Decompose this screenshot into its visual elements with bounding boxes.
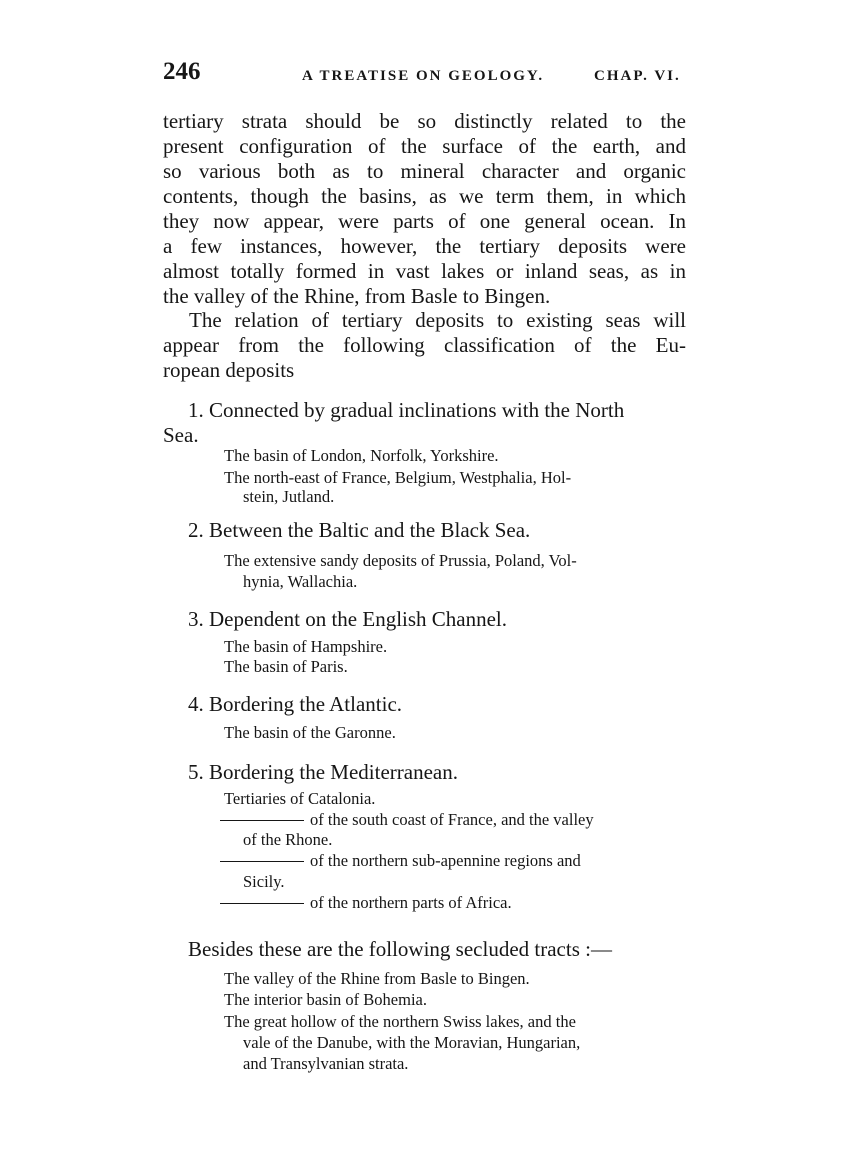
sub-entry: The basin of Hampshire. (224, 637, 388, 656)
chapter-label: CHAP. VI. (594, 68, 681, 84)
text-line: present configuration of the surface of the earth, and (163, 134, 686, 158)
text-line: so various both as to mineral character and organic (163, 159, 686, 183)
sub-entry: The basin of the Garonne. (224, 723, 396, 742)
sub-entry: The great hollow of the northern Swiss lakes, and the (224, 1012, 576, 1031)
sub-entry-ditto: of the south coast of France, and the valley (220, 809, 594, 830)
sub-entry: The interior basin of Bohemia. (224, 990, 427, 1009)
paragraph-continuation (163, 109, 686, 309)
text-line: contents, though the basins, as we term them, in which (163, 184, 686, 208)
text-line: ropean deposits (163, 358, 295, 382)
sub-entry: The valley of the Rhine from Basle to Bingen. (224, 969, 530, 988)
list-item-heading: 5. Bordering the Mediterranean. (188, 760, 458, 784)
sub-entry: The basin of Paris. (224, 657, 348, 676)
ditto-rule (220, 861, 304, 862)
ditto-rule (220, 820, 304, 821)
text-line: tertiary strata should be so distinctly related to the (163, 109, 686, 133)
sub-entry-ditto: of the northern parts of Africa. (220, 892, 512, 913)
text-line: almost totally formed in vast lakes or inland seas, as in (163, 259, 686, 283)
list-item-heading: 3. Dependent on the English Channel. (188, 607, 508, 631)
sub-entry: The basin of London, Norfolk, Yorkshire. (224, 446, 499, 465)
ditto-rule (220, 903, 304, 904)
sub-entry: Tertiaries of Catalonia. (224, 789, 376, 808)
sub-entry: of the Rhone. (243, 830, 333, 849)
sub-entry: hynia, Wallachia. (243, 572, 358, 591)
list-item-heading-continuation: Sea. (163, 423, 199, 447)
text-line: appear from the following classification of the Eu- (163, 333, 686, 357)
text-line: The relation of tertiary deposits to existing seas will (189, 308, 686, 332)
running-title: A TREATISE ON GEOLOGY. (302, 68, 545, 84)
text-line: they now appear, were parts of one general ocean. In (163, 209, 686, 233)
page-number: 246 (163, 58, 201, 85)
section-heading: Besides these are the following secluded tracts :— (188, 937, 612, 961)
sub-entry: The north-east of France, Belgium, Westphalia, Hol- (224, 468, 572, 487)
text-line: a few instances, however, the tertiary deposits were (163, 234, 686, 258)
list-item-heading: 1. Connected by gradual inclinations with the North (188, 398, 625, 422)
sub-entry: Sicily. (243, 872, 285, 891)
sub-entry-ditto: of the northern sub-apennine regions and (220, 850, 581, 871)
list-item-heading: 4. Bordering the Atlantic. (188, 692, 403, 716)
sub-entry: The extensive sandy deposits of Prussia, Poland, Vol- (224, 551, 577, 570)
list-item-heading: 2. Between the Baltic and the Black Sea. (188, 518, 531, 542)
sub-entry: and Transylvanian strata. (243, 1054, 409, 1073)
sub-entry: vale of the Danube, with the Moravian, Hungarian, (243, 1033, 581, 1052)
text-line: the valley of the Rhine, from Basle to Bingen. (163, 284, 551, 308)
sub-entry: stein, Jutland. (243, 487, 335, 506)
paragraph-classification (163, 308, 686, 383)
